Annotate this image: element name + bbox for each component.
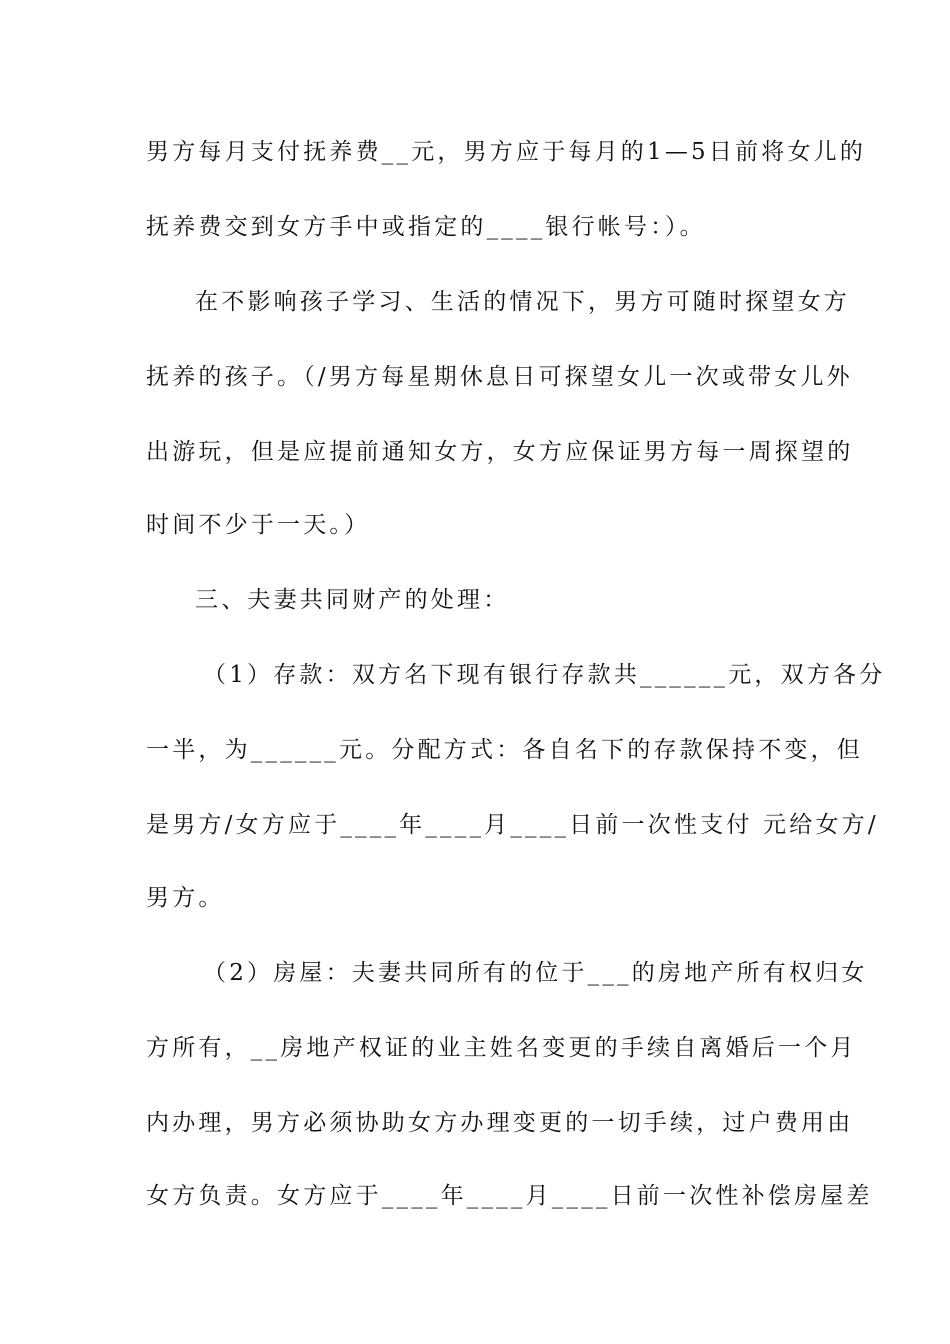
text-line-10: 是男方/女方应于____年____月____日前一次性支付 元给女方/ <box>146 812 879 838</box>
text-line-2: 抚养费交到女方手中或指定的____银行帐号：）。 <box>146 214 706 240</box>
text-line-8: （1）存款：双方名下现有银行存款共______元，双方各分 <box>203 662 886 688</box>
text-line-5: 出游玩，但是应提前通知女方，女方应保证男方每一周探望的 <box>146 439 854 465</box>
text-line-3: 在不影响孩子学习、生活的情况下，男方可随时探望女方 <box>195 289 850 315</box>
text-line-6: 时间不少于一天。） <box>146 512 371 538</box>
text-line-12: （2）房屋：夫妻共同所有的位于___的房地产所有权归女 <box>203 960 868 986</box>
text-line-13: 方所有，__房地产权证的业主姓名变更的手续自离婚后一个月 <box>146 1035 857 1061</box>
text-line-1: 男方每月支付抚养费__元，男方应于每月的1—5日前将女儿的 <box>146 139 867 165</box>
section-heading-property: 三、夫妻共同财产的处理： <box>195 587 510 613</box>
text-line-4: 抚养的孩子。（/男方每星期休息日可探望女儿一次或带女儿外 <box>146 364 853 390</box>
text-line-9: 一半，为______元。分配方式：各自名下的存款保持不变，但 <box>146 737 863 763</box>
text-line-11: 男方。 <box>146 885 225 911</box>
text-line-14: 内办理，男方必须协助女方办理变更的一切手续，过户费用由 <box>146 1110 854 1136</box>
text-line-15: 女方负责。女方应于____年____月____日前一次性补偿房屋差 <box>146 1183 873 1209</box>
